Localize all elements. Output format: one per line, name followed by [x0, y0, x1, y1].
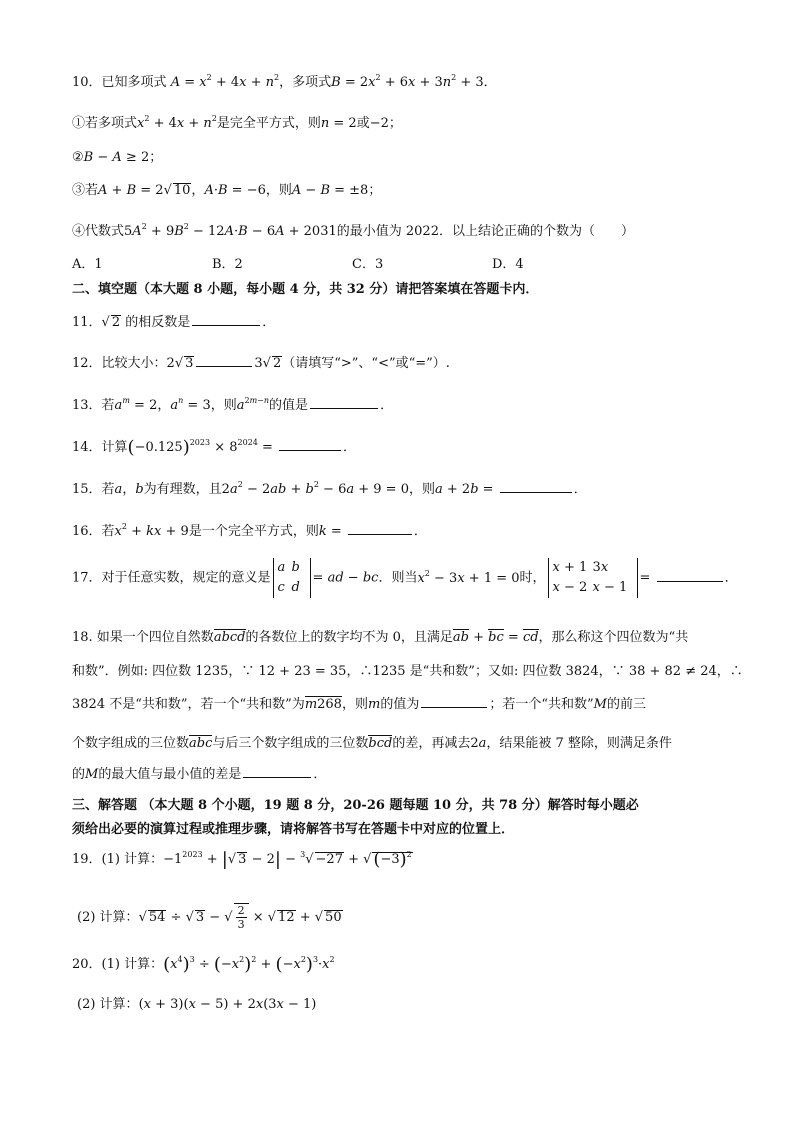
answer-blank[interactable] [348, 522, 412, 535]
section3-title-line-2: 须给出必要的演算过程或推理步骤，请将解答书写在答题卡中对应的位置上． [72, 822, 515, 837]
choice-a[interactable]: A．1 [72, 257, 103, 272]
q17: 17．对于任意实数，规定的意义是 a b c d = ad − bc．则当$x^2 - 3x + 1 = 0$时， x + 1 3x x − 2 x − 1 = ． [72, 558, 738, 598]
answer-blank[interactable] [500, 480, 572, 493]
determinant-expression: x + 1 3x x − 2 x − 1 [548, 558, 638, 598]
q11: 11．√ 2 的相反数是 ． [72, 315, 276, 330]
q15: 15．若a，b为有理数，且$2a^2 - 2ab + b^2 - 6a + 9 = 0$，则a + 2b = ． [72, 480, 587, 497]
answer-blank[interactable] [421, 695, 487, 708]
q18-line-4: 个数字组成的三位数abc与后三个数字组成的三位数bcd的差，再减去2a，结果能被 7 整除，则满足条件 [72, 736, 672, 751]
answer-blank[interactable] [196, 354, 252, 367]
section2-title: 二、填空题（本大题 8 小题，每小题 4 分，共 32 分）请把答案填在答题卡内． [72, 282, 539, 297]
answer-blank[interactable] [657, 569, 723, 582]
q10-statement-3: ③若A + B = 2√ 10，A·B = −6，则A − B = ±8； [72, 183, 382, 198]
q20-part-1: 20．(1) 计算：$(x^4)^3 \div (-x^2)^2 + (-x^2)^3\cdot x^2$ [72, 954, 335, 975]
q14: 14．计算$(-0.125)^{2023} \times 8^{2024}$ = ． [72, 437, 357, 458]
q13: 13．若$a^m = 2$，$a^n = 3$，则$a^{2m-n}$的值是 ． [72, 396, 394, 413]
section3-title-line-1: 三、解答题 （本大题 8 个小题，19 题 8 分，20-26 题每题 10 分，共 78 分）解答时每小题必 [72, 798, 639, 813]
formula-a: $A = x^2 + 4x + n^2$ [170, 73, 280, 90]
answer-blank[interactable] [243, 765, 311, 778]
q10-statement-2: ②B − A ≥ 2； [72, 150, 163, 165]
q10-statement-1: ①若多项式$x^2 + 4x + n^2$是完全平方式，则n = 2或−2； [72, 114, 402, 131]
q18-line-5: 的M的最大值与最小值的差是 ． [72, 767, 327, 782]
q19-part-1: 19．(1) 计算：$-1^{2023}$ + |√ 3 − 2| − $^3$√ −27 + √ $(-3)^2$ [72, 849, 412, 870]
q12: 12．比较大小：2√ 3 3√ 2（请填写“>”、“<”或“=”）. [72, 356, 450, 371]
q18-line-2: 和数”．例如: 四位数 1235，∵ 12 + 23 = 35，∴1235 是“共和数”；又如: 四位数 3824，∵ 38 + 82 ≠ 24，∴ [72, 664, 743, 679]
answer-blank[interactable] [310, 396, 378, 409]
q19-part-2: (2) 计算：√ 54 ÷ √ 3 − √ $\frac{2}{3}$ × √ 12 + √ 50 [77, 904, 342, 931]
choice-d[interactable]: D．4 [492, 257, 524, 272]
determinant-definition: a b c d [273, 558, 311, 598]
q18-line-1: 18. 如果一个四位自然数abcd的各数位上的数字均不为 0，且满足ab + bc = cd，那么称这个四位数为“共 [72, 630, 689, 645]
choice-b[interactable]: B．2 [212, 257, 243, 272]
q10-statement-4: ④代数式$5A^2 + 9B^2 - 12A\cdot B - 6A + 2031$的最小值为 2022．以上结论正确的个数为（ ） [72, 222, 634, 239]
q18-line-3: 3824 不是“共和数”，若一个“共和数”为m268，则m的值为 ；若一个“共和数”M的前三 [72, 697, 646, 712]
q10-choices [72, 255, 632, 275]
q16: 16．若$x^2$ + kx + 9是一个完全平方式，则k = ． [72, 522, 427, 539]
q10-stem: 10．已知多项式 $A = x^2 + 4x + n^2$，多项式$B = 2x^2 + 6x + 3n^2 + 3$． [72, 73, 497, 90]
choice-c[interactable]: C．3 [352, 257, 384, 272]
formula-b: $B = 2x^2 + 6x + 3n^2 + 3$． [331, 73, 497, 90]
answer-blank[interactable] [279, 438, 341, 451]
q20-part-2: (2) 计算：(x + 3)(x − 5) + 2x(3x − 1) [77, 997, 317, 1012]
answer-blank[interactable] [192, 313, 260, 326]
